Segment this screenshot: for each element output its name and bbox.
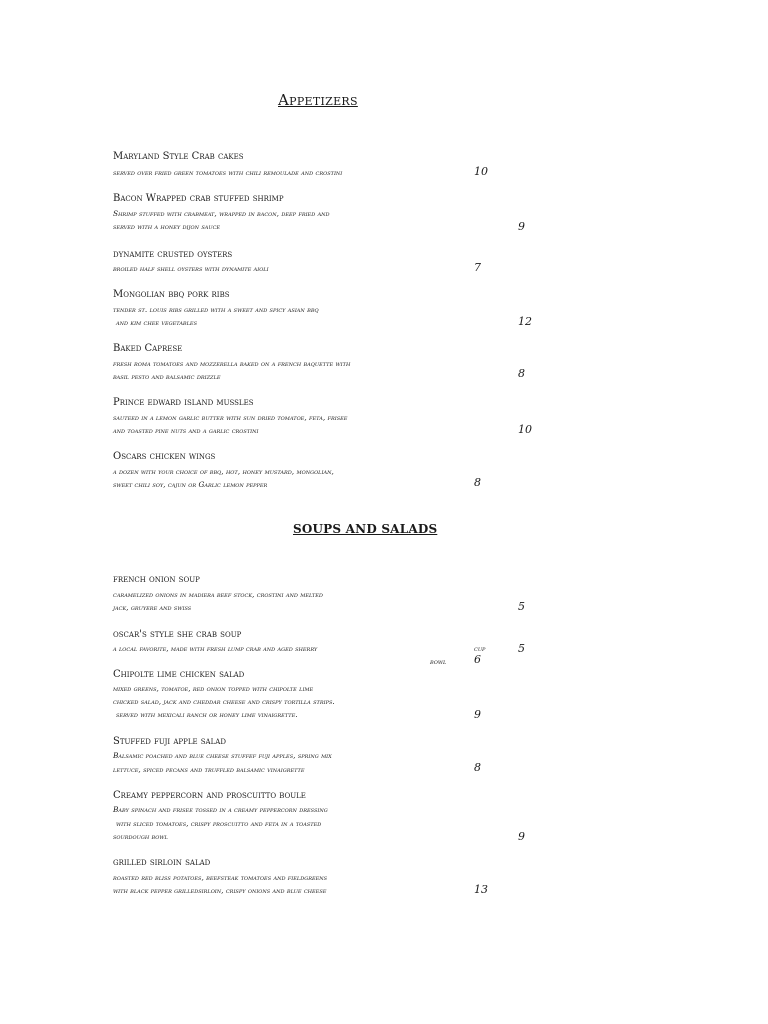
item-price: 7	[474, 261, 481, 274]
item-name: Chipolte lime chicken salad	[113, 669, 245, 680]
item-description: broiled half shell oysters with dynamite aioli	[113, 264, 269, 273]
cup-label: cup	[474, 644, 486, 653]
item-description: sourdough bowl	[113, 832, 168, 841]
item-name: Prince edward island mussles	[113, 397, 254, 408]
item-price: 10	[474, 165, 488, 178]
bowl-label: bowl	[430, 657, 447, 666]
item-name: french onion soup	[113, 574, 200, 585]
item-description: jack, gruyere and swiss	[113, 603, 192, 612]
item-price: 8	[474, 476, 481, 489]
item-description: mixed greens, tomatoe, red onion topped with chipolte lime	[113, 684, 314, 693]
item-description: served with a honey dijon sauce	[113, 222, 221, 231]
item-description: lettuce, spiced pecans and truffled balsamic vinaigrette	[113, 765, 305, 774]
item-price: 13	[474, 883, 488, 896]
item-name: Oscars chicken wings	[113, 451, 216, 462]
item-price: 9	[518, 220, 525, 233]
item-description: served over fried green tomatoes with chili remoulade and crostini	[113, 168, 343, 177]
item-description: and toasted pine nuts and a garlic crostini	[113, 426, 259, 435]
item-description: tender st. louis ribs grilled with a sweet and spicy asian bbq	[113, 305, 319, 314]
item-description: served with mexicali ranch or honey lime vinaigrette.	[116, 710, 298, 719]
item-name: Baked Caprese	[113, 343, 183, 354]
item-description: chicked salad, jack and cheddar cheese and crispy tortilla strips.	[113, 697, 335, 706]
item-name: Stuffed fuji apple salad	[113, 736, 226, 747]
item-price: 12	[518, 315, 532, 328]
item-description: Baby spinach and frisee tossed in a creamy peppercorn dressing	[113, 805, 328, 814]
item-description: a local favorite, made with fresh lump crab and aged sherry	[113, 644, 318, 653]
cup-price: 5	[518, 642, 525, 655]
bowl-price: 6	[474, 653, 481, 666]
item-price: 10	[518, 423, 532, 436]
item-name: Creamy peppercorn and proscuitto boule	[113, 790, 306, 801]
item-price: 9	[518, 830, 525, 843]
item-description: Shrimp stuffed with crabmeat, wrapped in bacon, deep fried and	[113, 209, 330, 218]
item-name: Mongolian bbq pork ribs	[113, 289, 230, 300]
item-name: Maryland Style Crab cakes	[113, 151, 244, 162]
item-description: Balsamic poached and blue cheese stuffef fuji apples, spring mix	[113, 751, 332, 760]
item-description: with black pepper grilledsirloin, crispy onions and blue cheese	[113, 886, 327, 895]
item-description: with sliced tomatoes, crispy proscuitto and feta in a toasted	[116, 819, 322, 828]
item-name: oscar's style she crab soup	[113, 629, 242, 640]
item-description: sauteed in a lemon garlic butter with sun dried tomatoe, feta, frisee	[113, 413, 348, 422]
item-price: 8	[518, 367, 525, 380]
item-description: roasted red bliss potatoes, beefsteak tomatoes and fieldgreens	[113, 873, 328, 882]
item-description: fresh roma tomatoes and mozzerella baked on a french baquette with	[113, 359, 351, 368]
item-description: caramelized onions in madiera beef stock, crostini and melted	[113, 590, 323, 599]
item-price: 5	[518, 600, 525, 613]
item-description: basil pesto and balsamic drizzle	[113, 372, 221, 381]
item-description: sweet chili soy, cajun or Garlic lemon pepper	[113, 480, 268, 489]
soups-salads-heading: SOUPS AND SALADS	[293, 522, 438, 536]
item-name: Bacon Wrapped crab stuffed shrimp	[113, 193, 284, 204]
item-description: and kim chee vegetables	[116, 318, 198, 327]
appetizers-heading: Appetizers	[278, 91, 358, 109]
item-name: dynamite crusted oysters	[113, 249, 233, 260]
item-price: 9	[474, 708, 481, 721]
item-price: 8	[474, 761, 481, 774]
item-name: grilled sirloin salad	[113, 857, 211, 868]
item-description: a dozen with your choice of bbq, hot, honey mustard, mongolian,	[113, 467, 334, 476]
